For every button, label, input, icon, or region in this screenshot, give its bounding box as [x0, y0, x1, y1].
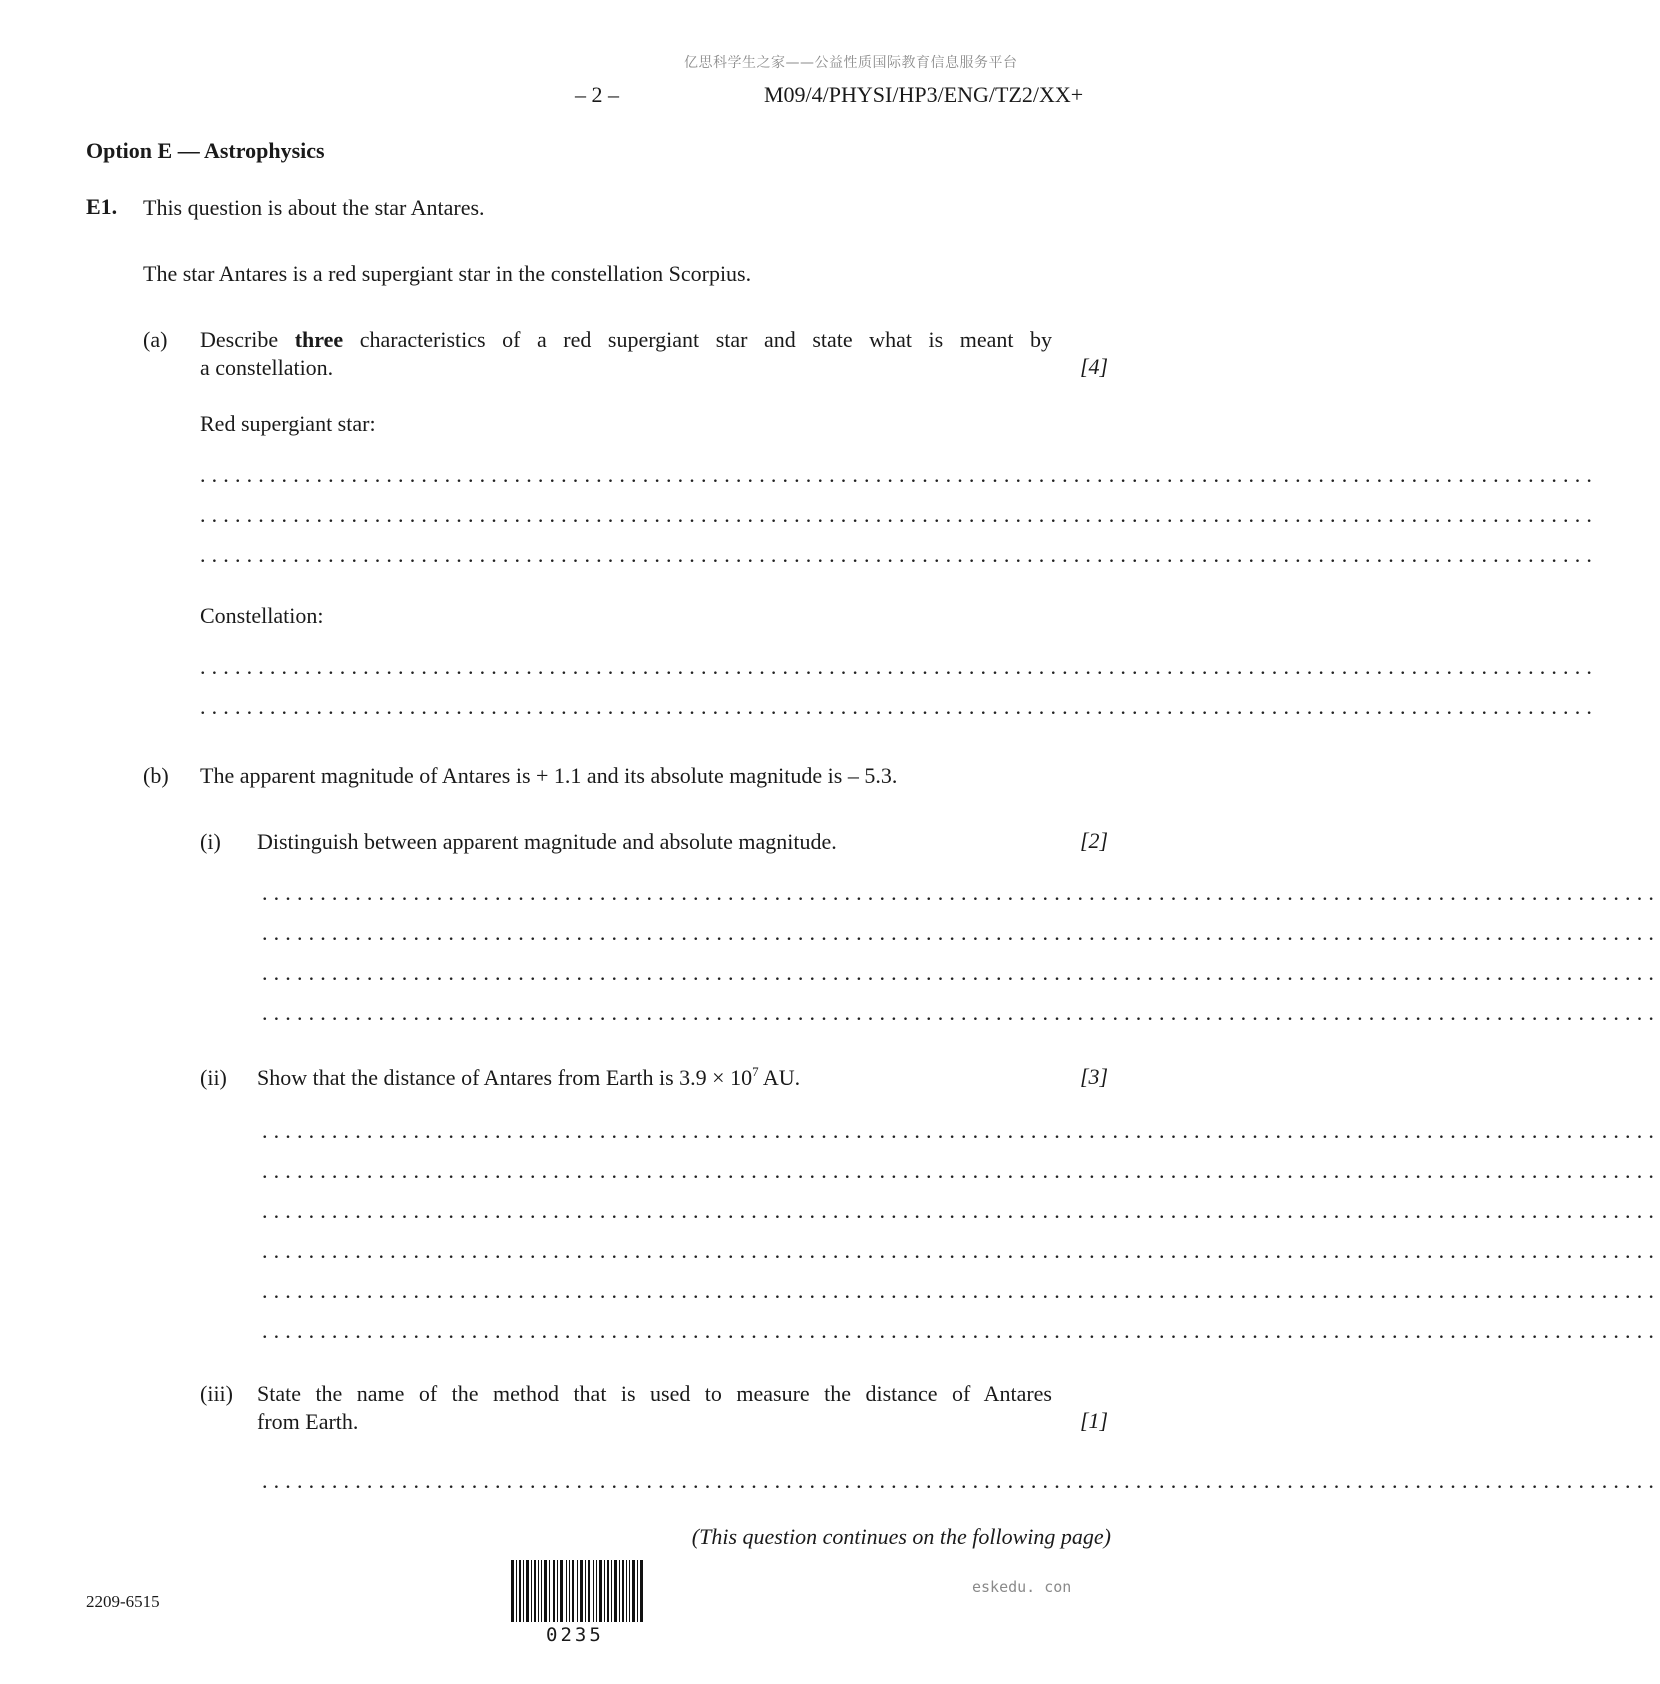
- answer-line[interactable]: ........................................................................................................................: [262, 960, 1660, 985]
- answer-line[interactable]: ........................................................................................................................: [200, 542, 1598, 567]
- part-b-ii-marks: [3]: [1080, 1064, 1109, 1089]
- option-title: Option E — Astrophysics: [86, 138, 325, 163]
- constellation-label: Constellation:: [200, 603, 324, 628]
- part-b-iii-label: (iii): [200, 1381, 233, 1406]
- part-a-text-line2: a constellation.: [200, 355, 334, 380]
- site-watermark: eskedu. con: [972, 1578, 1072, 1596]
- barcode-number: 0235: [546, 1624, 604, 1646]
- answer-line[interactable]: ........................................................................................................................: [200, 654, 1598, 679]
- part-b-label: (b): [143, 763, 169, 788]
- answer-line[interactable]: ........................................................................................................................: [262, 1000, 1660, 1025]
- page-number: – 2 –: [575, 82, 619, 107]
- part-b-text: The apparent magnitude of Antares is + 1.1 and its absolute magnitude is – 5.3.: [200, 763, 898, 788]
- part-b-ii-text-start: Show that the distance of Antares from Earth is 3.9 × 10: [257, 1065, 753, 1090]
- part-b-i-label: (i): [200, 829, 221, 854]
- part-a-label: (a): [143, 327, 168, 352]
- question-intro: This question is about the star Antares.: [143, 195, 485, 220]
- exponent: 7: [752, 1064, 759, 1079]
- document-id: 2209-6515: [86, 1592, 160, 1611]
- red-supergiant-label: Red supergiant star:: [200, 411, 376, 436]
- answer-line[interactable]: ........................................................................................................................: [200, 502, 1598, 527]
- part-a-marks: [4]: [1080, 354, 1109, 379]
- part-b-i-text: Distinguish between apparent magnitude and absolute magnitude.: [257, 829, 837, 854]
- part-a-text-start: Describe: [200, 327, 295, 352]
- part-a-emphasis: three: [294, 327, 344, 352]
- answer-line[interactable]: ........................................................................................................................: [262, 1118, 1660, 1143]
- part-b-ii-label: (ii): [200, 1065, 227, 1090]
- part-b-ii-text-end: AU.: [758, 1065, 801, 1090]
- part-b-ii-text: [257, 1064, 800, 1092]
- barcode-image: [511, 1560, 643, 1622]
- answer-line[interactable]: ........................................................................................................................: [262, 1238, 1660, 1263]
- answer-line[interactable]: ........................................................................................................................: [262, 1198, 1660, 1223]
- answer-line[interactable]: ........................................................................................................................: [200, 694, 1598, 719]
- answer-line[interactable]: ........................................................................................................................: [262, 1318, 1660, 1343]
- continues-note: (This question continues on the following page): [691, 1524, 1111, 1549]
- part-b-iii-marks: [1]: [1080, 1408, 1109, 1433]
- answer-line[interactable]: ........................................................................................................................: [262, 1278, 1660, 1303]
- part-b-iii-text-line1: State the name of the method that is used to measure the distance of Antares: [257, 1381, 1052, 1406]
- answer-line[interactable]: ........................................................................................................................: [262, 1158, 1660, 1183]
- answer-line[interactable]: ........................................................................................................................: [262, 920, 1660, 945]
- paper-code: M09/4/PHYSI/HP3/ENG/TZ2/XX+: [764, 82, 1084, 107]
- watermark-text: 亿思科学生之家——公益性质国际教育信息服务平台: [684, 55, 1018, 71]
- part-b-iii-text-line2: from Earth.: [257, 1409, 359, 1434]
- answer-line[interactable]: ........................................................................................................................: [200, 462, 1598, 487]
- question-number: E1.: [86, 194, 118, 219]
- part-a-text-end: characteristics of a red supergiant star and state what is meant by: [343, 327, 1052, 352]
- part-a-text-line1: [200, 326, 1052, 354]
- answer-line[interactable]: ........................................................................................................................: [262, 1468, 1660, 1493]
- part-b-i-marks: [2]: [1080, 828, 1109, 853]
- question-context: The star Antares is a red supergiant star in the constellation Scorpius.: [143, 261, 752, 286]
- answer-line[interactable]: ........................................................................................................................: [262, 880, 1660, 905]
